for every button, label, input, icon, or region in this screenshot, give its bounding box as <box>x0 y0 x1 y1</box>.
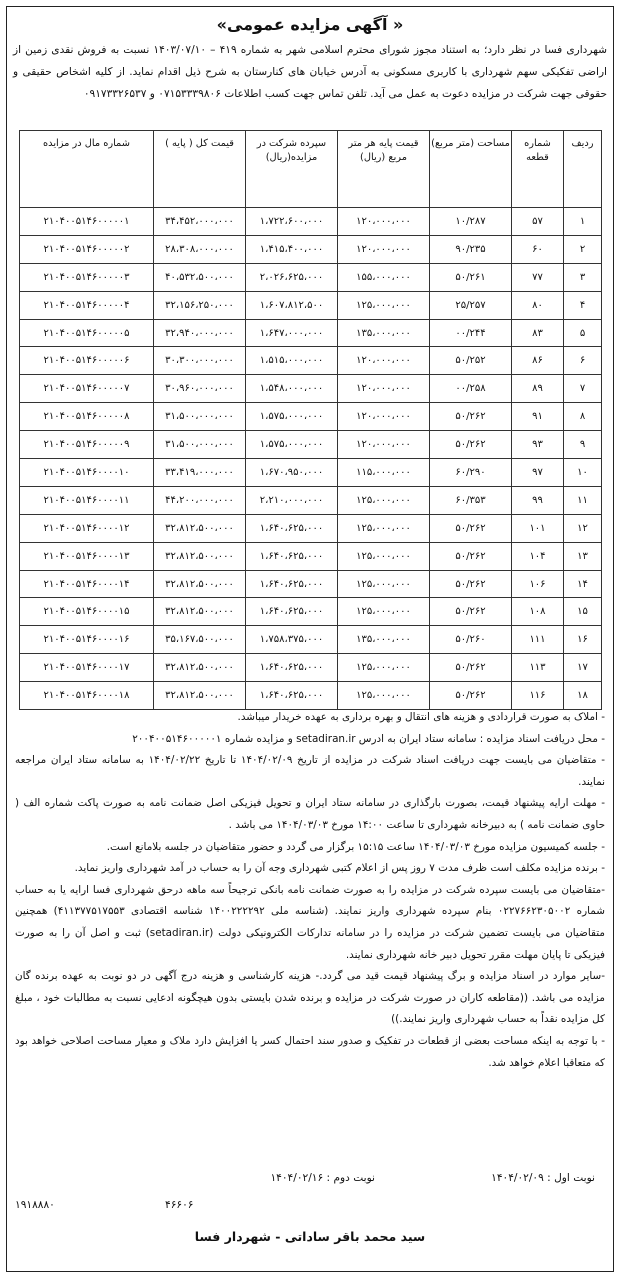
cell-total-price: ۳۲،۹۴۰،۰۰۰،۰۰۰ <box>154 319 246 347</box>
cell-base-price: ۱۲۵،۰۰۰،۰۰۰ <box>338 570 430 598</box>
cell-area: ۵۰/۲۶۲ <box>430 542 512 570</box>
cell-plot-number: ۱۰۴ <box>512 542 564 570</box>
cell-item-number: ۲۱۰۴۰۰۵۱۴۶۰۰۰۰۰۲ <box>20 235 154 263</box>
table-row <box>20 459 602 487</box>
cell-row-number: ۱۵ <box>564 598 602 626</box>
notice-term: - جلسه کمیسیون مزایده مورخ ۱۴۰۴/۰۳/۰۳ ساعت ۱۵:۱۵ برگزار می گردد و حضور متقاضیان در جلسه بلامانع است. <box>106 840 605 853</box>
reference-code: ۱۹۱۸۸۸۰ <box>15 1199 55 1211</box>
cell-base-price: ۱۱۵،۰۰۰،۰۰۰ <box>338 459 430 487</box>
cell-deposit: ۲،۰۲۶،۶۲۵،۰۰۰ <box>246 263 338 291</box>
cell-plot-number: ۶۰ <box>512 235 564 263</box>
table-row <box>20 626 602 654</box>
cell-deposit: ۱،۶۴۰،۶۲۵،۰۰۰ <box>246 514 338 542</box>
cell-item-number: ۲۱۰۴۰۰۵۱۴۶۰۰۰۰۰۵ <box>20 319 154 347</box>
cell-area: ۶۰/۳۵۳ <box>430 486 512 514</box>
cell-total-price: ۳۰،۹۶۰،۰۰۰،۰۰۰ <box>154 375 246 403</box>
cell-item-number: ۲۱۰۴۰۰۵۱۴۶۰۰۰۰۱۵ <box>20 598 154 626</box>
cell-base-price: ۱۲۵،۰۰۰،۰۰۰ <box>338 542 430 570</box>
cell-base-price: ۱۲۰،۰۰۰،۰۰۰ <box>338 375 430 403</box>
cell-total-price: ۳۲،۸۱۲،۵۰۰،۰۰۰ <box>154 542 246 570</box>
cell-area: ۵۰/۲۶۲ <box>430 570 512 598</box>
cell-item-number: ۲۱۰۴۰۰۵۱۴۶۰۰۰۰۱۱ <box>20 486 154 514</box>
cell-area: ۵۰/۲۶۲ <box>430 682 512 710</box>
cell-deposit: ۱،۶۴۷،۰۰۰،۰۰۰ <box>246 319 338 347</box>
notice-terms <box>15 707 605 1074</box>
cell-deposit: ۲،۲۱۰،۰۰۰،۰۰۰ <box>246 486 338 514</box>
cell-base-price: ۱۲۵،۰۰۰،۰۰۰ <box>338 598 430 626</box>
table-row <box>20 682 602 710</box>
col-header-item-number: شماره مال در مزایده <box>20 131 154 208</box>
cell-base-price: ۱۲۰،۰۰۰،۰۰۰ <box>338 235 430 263</box>
cell-area: ۱۰/۲۸۷ <box>430 208 512 236</box>
cell-area: ۵۰/۲۶۲ <box>430 514 512 542</box>
cell-deposit: ۱،۶۴۰،۶۲۵،۰۰۰ <box>246 598 338 626</box>
cell-deposit: ۱،۵۴۸،۰۰۰،۰۰۰ <box>246 375 338 403</box>
cell-item-number: ۲۱۰۴۰۰۵۱۴۶۰۰۰۰۰۳ <box>20 263 154 291</box>
cell-row-number: ۶ <box>564 347 602 375</box>
cell-deposit: ۱،۶۴۰،۶۲۵،۰۰۰ <box>246 654 338 682</box>
cell-plot-number: ۱۰۸ <box>512 598 564 626</box>
table-row <box>20 654 602 682</box>
cell-deposit: ۱،۵۷۵،۰۰۰،۰۰۰ <box>246 403 338 431</box>
col-header-base-price-per-meter: قیمت پایه هر متر مربع (ریال) <box>338 131 430 208</box>
table-row <box>20 403 602 431</box>
cell-plot-number: ۹۹ <box>512 486 564 514</box>
cell-deposit: ۱،۶۴۰،۶۲۵،۰۰۰ <box>246 570 338 598</box>
cell-area: ۵۰/۲۵۲ <box>430 347 512 375</box>
publication-dates <box>25 1172 595 1194</box>
cell-area: ۵۰/۲۶۲ <box>430 598 512 626</box>
first-publication: نوبت اول : ۱۴۰۴/۰۲/۰۹ <box>491 1172 595 1184</box>
cell-total-price: ۴۰،۵۳۲،۵۰۰،۰۰۰ <box>154 263 246 291</box>
cell-row-number: ۱۰ <box>564 459 602 487</box>
notice-term: - املاک به صورت قراردادی و هزینه های انتقال و بهره برداری به عهده خریدار میباشد. <box>237 711 605 723</box>
col-header-area: مساحت (متر مربع) <box>430 131 512 208</box>
cell-total-price: ۳۴،۴۵۲،۰۰۰،۰۰۰ <box>154 208 246 236</box>
cell-item-number: ۲۱۰۴۰۰۵۱۴۶۰۰۰۰۰۶ <box>20 347 154 375</box>
cell-row-number: ۵ <box>564 319 602 347</box>
cell-area: ۲۵/۲۵۷ <box>430 291 512 319</box>
table-row <box>20 235 602 263</box>
cell-plot-number: ۵۷ <box>512 208 564 236</box>
col-header-plot-number: شماره قطعه <box>512 131 564 208</box>
table-row <box>20 208 602 236</box>
notice-term: -متقاضیان می بایست سپرده شرکت در مزایده را به صورت ضمانت نامه بانکی ترجیحاً سه ماهه درحق شهرداری فسا ارایه یا به حساب شماره ۰۲۲۷۶۶۲۳۰۵۰۰۲ بنام سپرده شهرداری واریز نمایند. (شناسه ملی ۱۴۰۰۲۲۲۲۹۲ شناسه اقتصادی ۴۱۱۳۷۷۵۱۷۵۵۳) همچنین متقاضیان می بایست تضمین شرکت در مزایده را در سامانه تدارکات الکترونیکی دولت (setadiran.ir) ثبت و اصل آن را به صورت فیزیکی تا پایان مهلت مقرر تحویل دبیر خانه شهرداری نمایند. <box>15 883 605 961</box>
table-row <box>20 291 602 319</box>
cell-deposit: ۱،۷۲۲،۶۰۰،۰۰۰ <box>246 208 338 236</box>
cell-plot-number: ۸۶ <box>512 347 564 375</box>
cell-total-price: ۳۲،۸۱۲،۵۰۰،۰۰۰ <box>154 682 246 710</box>
cell-total-price: ۳۱،۵۰۰،۰۰۰،۰۰۰ <box>154 431 246 459</box>
cell-plot-number: ۱۱۶ <box>512 682 564 710</box>
cell-item-number: ۲۱۰۴۰۰۵۱۴۶۰۰۰۰۱۷ <box>20 654 154 682</box>
cell-base-price: ۱۲۵،۰۰۰،۰۰۰ <box>338 654 430 682</box>
cell-total-price: ۳۵،۱۶۷،۵۰۰،۰۰۰ <box>154 626 246 654</box>
notice-title: « آگهی مزایده عمومی» <box>216 15 404 34</box>
cell-plot-number: ۱۱۳ <box>512 654 564 682</box>
cell-total-price: ۲۸،۳۰۸،۰۰۰،۰۰۰ <box>154 235 246 263</box>
reference-codes <box>15 1199 605 1219</box>
cell-row-number: ۱۲ <box>564 514 602 542</box>
cell-row-number: ۱۸ <box>564 682 602 710</box>
cell-area: ۵۰/۲۶۱ <box>430 263 512 291</box>
table-row <box>20 263 602 291</box>
table-row <box>20 570 602 598</box>
table-row <box>20 598 602 626</box>
table-row <box>20 542 602 570</box>
cell-plot-number: ۱۰۱ <box>512 514 564 542</box>
cell-total-price: ۳۲،۸۱۲،۵۰۰،۰۰۰ <box>154 654 246 682</box>
cell-total-price: ۳۳،۴۱۹،۰۰۰،۰۰۰ <box>154 459 246 487</box>
cell-deposit: ۱،۶۴۰،۶۲۵،۰۰۰ <box>246 682 338 710</box>
cell-area: ۰۰/۲۵۸ <box>430 375 512 403</box>
col-header-row-number: ردیف <box>564 131 602 208</box>
cell-row-number: ۹ <box>564 431 602 459</box>
cell-deposit: ۱،۴۱۵،۴۰۰،۰۰۰ <box>246 235 338 263</box>
cell-total-price: ۳۲،۸۱۲،۵۰۰،۰۰۰ <box>154 598 246 626</box>
table-header-row <box>20 131 602 208</box>
cell-deposit: ۱،۶۷۰،۹۵۰،۰۰۰ <box>246 459 338 487</box>
cell-area: ۹۰/۲۳۵ <box>430 235 512 263</box>
cell-row-number: ۱۶ <box>564 626 602 654</box>
cell-item-number: ۲۱۰۴۰۰۵۱۴۶۰۰۰۰۱۴ <box>20 570 154 598</box>
cell-plot-number: ۹۳ <box>512 431 564 459</box>
cell-base-price: ۱۲۰،۰۰۰،۰۰۰ <box>338 208 430 236</box>
table-row <box>20 486 602 514</box>
cell-plot-number: ۱۱۱ <box>512 626 564 654</box>
notice-term: - متقاضیان می بایست جهت دریافت اسناد شرکت در مزایده از تاریخ ۱۴۰۴/۰۲/۰۹ تا تاریخ ۱۴۰۴/۰۲/۲۲ به سامانه ستاد ایران مراجعه نمایند. <box>15 754 605 788</box>
cell-item-number: ۲۱۰۴۰۰۵۱۴۶۰۰۰۰۰۴ <box>20 291 154 319</box>
cell-deposit: ۱،۶۰۷،۸۱۲،۵۰۰ <box>246 291 338 319</box>
cell-row-number: ۱۷ <box>564 654 602 682</box>
cell-row-number: ۱ <box>564 208 602 236</box>
lots-table <box>19 130 602 710</box>
cell-deposit: ۱،۷۵۸،۳۷۵،۰۰۰ <box>246 626 338 654</box>
cell-item-number: ۲۱۰۴۰۰۵۱۴۶۰۰۰۰۰۷ <box>20 375 154 403</box>
cell-base-price: ۱۲۵،۰۰۰،۰۰۰ <box>338 514 430 542</box>
notice-term: - محل دریافت اسناد مزایده : سامانه ستاد ایران به ادرس setadiran.ir و مزایده شماره ۲۰۰۴۰۰۵۱۴۶۰۰۰۰۰۱ <box>132 732 605 745</box>
lots-table-body <box>20 208 602 710</box>
cell-base-price: ۱۵۵،۰۰۰،۰۰۰ <box>338 263 430 291</box>
cell-row-number: ۸ <box>564 403 602 431</box>
cell-plot-number: ۹۷ <box>512 459 564 487</box>
cell-base-price: ۱۳۵،۰۰۰،۰۰۰ <box>338 319 430 347</box>
col-header-total-price: قیمت کل ( پایه ) <box>154 131 246 208</box>
cell-total-price: ۴۴،۲۰۰،۰۰۰،۰۰۰ <box>154 486 246 514</box>
col-header-deposit: سپرده شرکت در مزایده(ریال) <box>246 131 338 208</box>
cell-item-number: ۲۱۰۴۰۰۵۱۴۶۰۰۰۰۱۳ <box>20 542 154 570</box>
cell-base-price: ۱۲۵،۰۰۰،۰۰۰ <box>338 682 430 710</box>
cell-area: ۰۰/۲۴۴ <box>430 319 512 347</box>
mayor-signature: سید محمد باقر ساداتی - شهردار فسا <box>194 1229 426 1244</box>
cell-total-price: ۳۱،۵۰۰،۰۰۰،۰۰۰ <box>154 403 246 431</box>
cell-total-price: ۳۲،۸۱۲،۵۰۰،۰۰۰ <box>154 514 246 542</box>
cell-total-price: ۳۰،۳۰۰،۰۰۰،۰۰۰ <box>154 347 246 375</box>
reference-code: ۴۶۶۰۶ <box>165 1199 194 1211</box>
cell-plot-number: ۹۱ <box>512 403 564 431</box>
notice-term: - مهلت ارایه پیشنهاد قیمت، بصورت بارگذاری در سامانه ستاد ایران و تحویل فیزیکی اصل ضمانت نامه به صورت پاکت شماره الف ( حاوی ضمانت نامه ) به دبیرخانه شهرداری تا ساعت ۱۴:۰۰ مورخ ۱۴۰۴/۰۳/۰۳ می باشد . <box>15 797 605 831</box>
cell-plot-number: ۸۰ <box>512 291 564 319</box>
cell-plot-number: ۸۹ <box>512 375 564 403</box>
notice-term: - با توجه به اینکه مساحت بعضی از قطعات در تفکیک و صدور سند احتمال کسر یا افزایش دارد ملاک و معیار مساحت اصلاحی خواهد بود که متعاقبا اعلام خواهد شد. <box>15 1034 605 1069</box>
cell-item-number: ۲۱۰۴۰۰۵۱۴۶۰۰۰۰۰۸ <box>20 403 154 431</box>
cell-plot-number: ۱۰۶ <box>512 570 564 598</box>
cell-area: ۵۰/۲۶۲ <box>430 403 512 431</box>
cell-plot-number: ۷۷ <box>512 263 564 291</box>
cell-row-number: ۳ <box>564 263 602 291</box>
cell-row-number: ۴ <box>564 291 602 319</box>
cell-total-price: ۳۲،۱۵۶،۲۵۰،۰۰۰ <box>154 291 246 319</box>
cell-item-number: ۲۱۰۴۰۰۵۱۴۶۰۰۰۰۱۶ <box>20 626 154 654</box>
cell-item-number: ۲۱۰۴۰۰۵۱۴۶۰۰۰۰۱۲ <box>20 514 154 542</box>
cell-total-price: ۳۲،۸۱۲،۵۰۰،۰۰۰ <box>154 570 246 598</box>
table-row <box>20 347 602 375</box>
second-publication: نوبت دوم : ۱۴۰۴/۰۲/۱۶ <box>270 1172 375 1184</box>
cell-row-number: ۱۳ <box>564 542 602 570</box>
cell-area: ۵۰/۲۶۲ <box>430 654 512 682</box>
cell-item-number: ۲۱۰۴۰۰۵۱۴۶۰۰۰۰۰۱ <box>20 208 154 236</box>
cell-area: ۵۰/۲۶۰ <box>430 626 512 654</box>
cell-base-price: ۱۲۵،۰۰۰،۰۰۰ <box>338 486 430 514</box>
cell-area: ۵۰/۲۶۲ <box>430 431 512 459</box>
table-row <box>20 375 602 403</box>
notice-term: -سایر موارد در اسناد مزایده و برگ پیشنهاد قیمت قید می گردد.- هزینه کارشناسی و هزینه درج آگهی در دو نوبت به عهده برنده گان مزایده می باشد. ((مقاطعه کاران در صورت شرکت در مزایده و برنده شدن بایستی بدون هیچگونه ادعایی نسبت به مطالبات خود ، مبلغ کل مزایده نقداً به حساب شهرداری واریز نمایند.)) <box>15 970 605 1026</box>
cell-base-price: ۱۲۰،۰۰۰،۰۰۰ <box>338 431 430 459</box>
cell-deposit: ۱،۶۴۰،۶۲۵،۰۰۰ <box>246 542 338 570</box>
cell-row-number: ۱۱ <box>564 486 602 514</box>
cell-base-price: ۱۳۵،۰۰۰،۰۰۰ <box>338 626 430 654</box>
cell-row-number: ۱۴ <box>564 570 602 598</box>
cell-item-number: ۲۱۰۴۰۰۵۱۴۶۰۰۰۰۱۸ <box>20 682 154 710</box>
cell-item-number: ۲۱۰۴۰۰۵۱۴۶۰۰۰۰۰۹ <box>20 431 154 459</box>
cell-deposit: ۱،۵۷۵،۰۰۰،۰۰۰ <box>246 431 338 459</box>
cell-deposit: ۱،۵۱۵،۰۰۰،۰۰۰ <box>246 347 338 375</box>
table-row <box>20 431 602 459</box>
cell-base-price: ۱۲۵،۰۰۰،۰۰۰ <box>338 291 430 319</box>
cell-plot-number: ۸۳ <box>512 319 564 347</box>
cell-row-number: ۷ <box>564 375 602 403</box>
cell-base-price: ۱۲۰،۰۰۰،۰۰۰ <box>338 403 430 431</box>
notice-intro: شهرداری فسا در نظر دارد؛ به استناد مجوز شورای محترم اسلامی شهر به شماره ۴۱۹ – ۱۴۰۳/۰۷/۱۰ نسبت به فروش نقدی زمین از اراضی تفکیکی سهم شهرداری با کاربری مسکونی به آدرس خیابان های کنارستان به شرح ذیل اقدام نماید. از کلیه اشخاص حقیقی و حقوقی جهت شرکت در مزایده دعوت به عمل می آید. تلفن تماس جهت کسب اطلاعات ۰۷۱۵۳۳۳۹۸۰۶ و ۰۹۱۷۳۳۲۶۵۳۷ <box>13 44 607 100</box>
table-row <box>20 514 602 542</box>
cell-area: ۶۰/۲۹۰ <box>430 459 512 487</box>
cell-row-number: ۲ <box>564 235 602 263</box>
auction-notice <box>6 6 614 1272</box>
notice-term: - برنده مزایده مکلف است ظرف مدت ۷ روز پس از اعلام کتبی شهرداری وجه آن را به حساب در آمد شهرداری واریز نماید. <box>74 862 605 875</box>
cell-base-price: ۱۲۰،۰۰۰،۰۰۰ <box>338 347 430 375</box>
cell-item-number: ۲۱۰۴۰۰۵۱۴۶۰۰۰۰۱۰ <box>20 459 154 487</box>
table-row <box>20 319 602 347</box>
